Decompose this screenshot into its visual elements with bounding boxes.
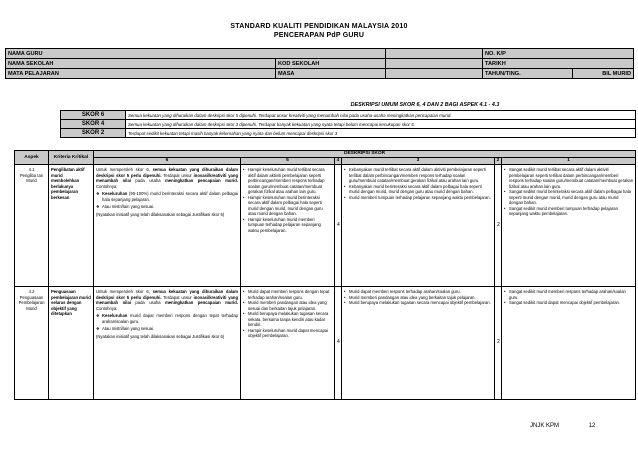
s6-intro: Untuk memperoleh skor 6, bbox=[96, 167, 150, 172]
list-item: • Sangat sedikit murid dapat mencapai objektif pembelajaran. bbox=[504, 300, 633, 306]
s6-mid-bold: inovasi/kreativiti yang menambah nilai bbox=[96, 172, 239, 183]
s6-intro-bold: semua kekuatan yang dihuraikan dalam deskripsi skor 5 perlu dipenuhi. bbox=[96, 167, 238, 178]
document-subtitle: PENCERAPAN PdP GURU bbox=[273, 32, 365, 39]
mata-pelajaran-label: MATA PELAJARAN bbox=[6, 69, 276, 79]
list-item: • Murid berupaya melakukan tugasan secara sekata, bersama tanpa kendiri atau kadar kendiri. bbox=[243, 311, 332, 328]
kriteria-cell: Penglibatan aktif murid membolehkan berlakunya pembelajaran berkesan bbox=[49, 165, 94, 287]
kriteria-cell: Penguasaan pembelajaran murid selaras dengan objektif yang ditetapkan bbox=[49, 287, 94, 400]
list-item: • Kebanyakan murid berinteraksi secara aktif dalam pelbagai hala seperti murid dengan murid, murid dengan guru atau murid dengan bahan. bbox=[344, 184, 492, 195]
rubric-table bbox=[14, 150, 636, 400]
s6-alt: ❖ Atau mistri/lain yang sesuai. bbox=[96, 204, 238, 210]
s6-note: (Nyatakan inisiatif yang telah dilaksanakan sebagai Justifikasi skor 6) bbox=[96, 333, 225, 339]
s6-mid2: pada usaha bbox=[135, 300, 161, 305]
rubric-score-row bbox=[15, 158, 636, 165]
list-item: • Hampir keseluruhan murid dapat mencapai objektif pembelajaran. bbox=[243, 328, 332, 339]
header-row-sekolah bbox=[6, 59, 634, 69]
list-item: • Kebanyakan murid terlibat secara aktif dalam aktiviti pembelajaran seperti terlibat dalam perbincangan/memberi respons terhadap soalan guru/membuat catatan/membuat gerakan fizikal atau arahan lain guru. bbox=[344, 167, 492, 184]
s6-example-text: murid dapat memberi respons dengan tepat terhadap arahan/soalan guru. bbox=[102, 313, 238, 324]
aspek-name: Pengliba tan Murid bbox=[19, 172, 44, 183]
s6-example-text: (90-100%) murid berinteraksi secara aktif dalam pelbagai hala sepanjang pelajaran. bbox=[102, 191, 238, 202]
score-3-cell bbox=[342, 287, 495, 400]
page-footer bbox=[530, 423, 595, 429]
s6-contoh: Contohnya: bbox=[96, 183, 118, 189]
list-item: • Sangat sedikit murid memberi respons terhadap arahan/soalan guru. bbox=[504, 289, 633, 300]
s6-intro: Untuk memperoleh skor 6, bbox=[96, 289, 150, 294]
kod-sekolah-value[interactable] bbox=[386, 59, 483, 69]
score-4-cell: 4 bbox=[335, 287, 342, 400]
list-item: • Murid dapat memberi respons terhadap arahan/soalan guru. bbox=[344, 289, 492, 295]
score-4-cell: 4 bbox=[335, 165, 342, 287]
skor-label: SKOR 6 bbox=[61, 111, 126, 120]
s6-example-bold: Keseluruhan bbox=[102, 191, 128, 196]
score-3-cell bbox=[342, 165, 495, 287]
list-item: • Murid dapat memberi respons dengan tepat terhadap arahan/soalan guru. bbox=[243, 289, 332, 300]
list-item: • Murid memberi pandangan atau idea yang berkaitan tajuk pelajaran. bbox=[344, 295, 492, 301]
no-kp-label: NO. K/P bbox=[483, 49, 634, 59]
score-header-2: 2 bbox=[495, 158, 502, 165]
s6-mid-bold2: meningkatkan pencapaian murid. bbox=[165, 178, 238, 183]
nama-guru-label: NAMA GURU bbox=[6, 49, 386, 59]
nama-sekolah-label: NAMA SEKOLAH bbox=[6, 59, 276, 69]
bil-murid-label: BIL MURID bbox=[573, 69, 634, 79]
score-header-4: 4 bbox=[335, 158, 342, 165]
s6-example bbox=[96, 191, 238, 202]
kod-sekolah-label: KOD SEKOLAH bbox=[276, 59, 386, 69]
aspek-name: Penguasaan Pembelajaran Murid bbox=[18, 294, 45, 311]
skor-text: Semua kekuatan yang dihuraikan dalam deskripsi skor 5 dipenuhi. Terdapat unsur kreativiti yang menambah nilai pada usaha-usaha meningkatkan pencapaian murid. bbox=[126, 111, 636, 120]
masa-value[interactable] bbox=[386, 69, 483, 79]
skor-row bbox=[61, 111, 636, 120]
skor-text: Semua kekuatan yang dihuraikan dalam deskripsi skor 3 dipenuhi. Terdapat banyak kekuatan yang nyata tetapi belum mencapai kecukupan skor 5. bbox=[126, 120, 636, 129]
list-item: • Hampir keseluruhan murid berinteraksi secara aktif dalam pelbagai hala seperti murid dengan murid, murid dengan guru atau murid dengan bahan. bbox=[243, 195, 332, 217]
skor-caption: DESKRIPSI UMUM SKOR 6, 4 DAN 2 BAGI ASPEK 4.1 - 4.3 bbox=[350, 102, 500, 108]
list-item: • Murid berupaya melakukan tugasan secara mencapai objektif pembelajaran. bbox=[344, 300, 492, 306]
score-1-cell bbox=[502, 287, 636, 400]
col-deskripsi-header: DESKRIPSI SKOR bbox=[94, 151, 636, 158]
score-5-cell bbox=[241, 287, 335, 400]
aspek-number: 4.1 bbox=[28, 167, 35, 172]
score-5-cell bbox=[241, 165, 335, 287]
rubric-head-row bbox=[15, 151, 636, 158]
rubric-row-4-1 bbox=[15, 165, 636, 287]
skor-label: SKOR 4 bbox=[61, 120, 126, 129]
skor-row bbox=[61, 120, 636, 129]
list-item: • murid memberi tumpuan terhadap pelajaran sepanjang waktu pembelajaran. bbox=[344, 195, 492, 201]
s6-mid2: pada usaha bbox=[135, 178, 161, 183]
page-number: 12 bbox=[588, 423, 596, 429]
s6-contoh: Contohnya: bbox=[96, 305, 118, 311]
header-row-mata-pelajaran bbox=[6, 69, 634, 79]
score-2-cell: 2 bbox=[495, 287, 502, 400]
s6-mid-bold: inovasi/kreativiti yang menambah nilai bbox=[96, 294, 239, 305]
list-item: • Hampir keseluruhan murid memberi tumpuan terhadap pelajaran sepanjang waktu pembelajaran. bbox=[243, 217, 332, 234]
aspek-cell bbox=[15, 165, 49, 287]
s6-note: (Nyatakan inisiatif yang telah dilaksanakan sebagai Justifikasi skor 6) bbox=[96, 211, 225, 217]
col-aspek-header: Aspek bbox=[15, 151, 49, 165]
skor-text: Terdapat sedikit kekuatan tetapi masih banyak kelemahan yang nyata dan belum mencapai deskripsi skor 3 bbox=[126, 129, 636, 138]
header-row-guru bbox=[6, 49, 634, 59]
col-kriteria-header: Kriteria Kritikal bbox=[49, 151, 94, 165]
tarikh-label: TARIKH bbox=[483, 59, 634, 69]
score-header-3: 3 bbox=[342, 158, 495, 165]
s6-alt: ❖ Atau mistri/lain yang sesuai. bbox=[96, 326, 238, 332]
score-6-cell bbox=[94, 287, 241, 400]
score-6-cell bbox=[94, 165, 241, 287]
skor-description-table bbox=[60, 110, 636, 138]
s6-intro-bold: semua kekuatan yang dihuraikan dalam deskripsi skor 5 perlu dipenuhi. bbox=[96, 289, 238, 300]
list-item: • Murid memberi pandangan atau idea yang sesuai dan berkaitan tajuk pelajaran. bbox=[243, 300, 332, 311]
s6-mid: Terdapat unsur bbox=[163, 172, 192, 178]
masa-label: MASA bbox=[276, 69, 386, 79]
footer-org: JNJK KPM bbox=[530, 423, 560, 429]
s6-example-bold: Keseluruhan bbox=[102, 313, 128, 318]
s6-mid-bold2: meningkatkan pencapaian murid. bbox=[165, 300, 238, 305]
s6-mid: Terdapat unsur bbox=[163, 294, 192, 300]
aspek-cell bbox=[15, 287, 49, 400]
skor-label: SKOR 2 bbox=[61, 129, 126, 138]
rubric-row-4-2 bbox=[15, 287, 636, 400]
s6-example bbox=[96, 313, 238, 324]
list-item: • Sangat sedikit murid berinteraksi secara aktif dalam pelbagai hala seperti murid dengan murid, murid dengan guru atau murid dengan bahan. bbox=[504, 189, 633, 206]
nama-guru-value[interactable] bbox=[386, 49, 483, 59]
score-header-6: 6 bbox=[94, 158, 241, 165]
tahun-label: TAHUN/TING. bbox=[483, 69, 573, 79]
score-header-5: 5 bbox=[241, 158, 335, 165]
list-item: • Sangat sedikit murid terlibat secara aktif dalam aktiviti pembelajaran seperti terlibat dalam perbincangan/memberi respons terhadap soalan guru/membuat catatan/membuat gerakan fizikal atau arahan lain guru. bbox=[504, 167, 633, 189]
skor-row bbox=[61, 129, 636, 138]
document-title: STANDARD KUALITI PENDIDIKAN MALAYSIA 2010 bbox=[230, 23, 408, 30]
list-item: • Sangat sedikit murid memberi tumpuan terhadap pelajaran sepanjang waktu pembelajaran. bbox=[504, 206, 633, 217]
score-2-cell: 2 bbox=[495, 165, 502, 287]
header-info-table bbox=[5, 48, 634, 79]
score-1-cell bbox=[502, 165, 636, 287]
list-item: • Hampir keseluruhan murid terlibat secara aktif dalam aktiviti pembelajaran seperti perbincangan/memberi respons terhadap soalan guru/membuat catatan/membuat gerakan fizikal atau arahan lain guru. bbox=[243, 167, 332, 195]
aspek-number: 4.2 bbox=[28, 289, 35, 294]
score-header-1: 1 bbox=[502, 158, 636, 165]
